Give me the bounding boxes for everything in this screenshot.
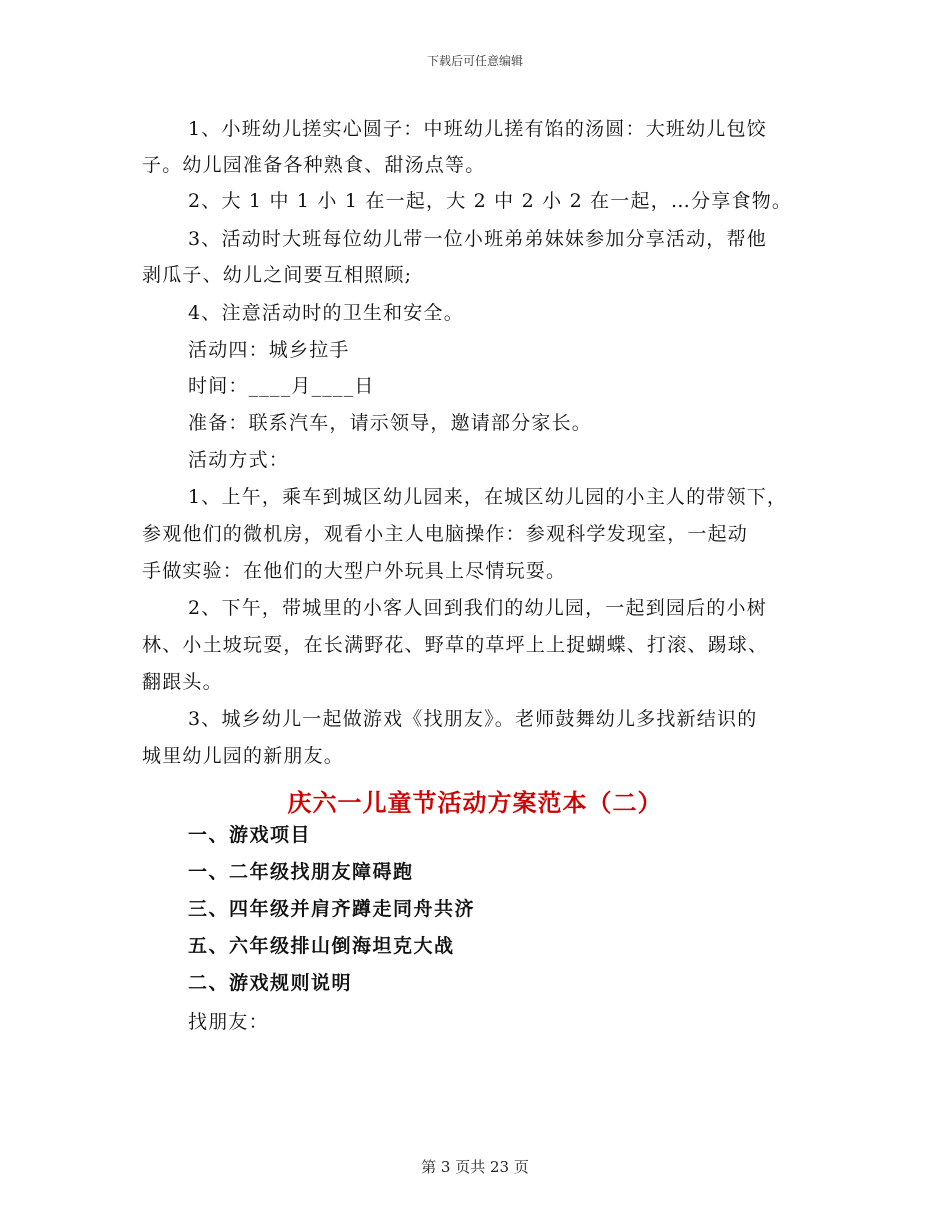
body-line-8: 时间：____月____日 xyxy=(188,375,375,397)
body-line-9: 准备：联系汽车，请示领导，邀请部分家长。 xyxy=(188,412,593,434)
body-line-11: 1、上午，乘车到城区幼儿园来，在城区幼儿园的小主人的带领下， xyxy=(188,486,788,508)
body-line-2: 子。幼儿园准备各种熟食、甜汤点等。 xyxy=(142,154,486,176)
body-line-1: 1、小班幼儿搓实心圆子：中班幼儿搓有馅的汤圆：大班幼儿包饺 xyxy=(188,118,767,140)
body-line-7: 活动四：城乡拉手 xyxy=(188,339,350,361)
section-title: 庆六一儿童节活动方案范本（二） xyxy=(287,789,663,817)
page-footer: 第 3 页共 23 页 xyxy=(421,1158,529,1176)
section-heading-1: 一、游戏项目 xyxy=(188,824,312,846)
body-line-15: 林、小土坡玩耍，在长满野花、野草的草坪上上捉蝴蝶、打滚、踢球、 xyxy=(142,634,769,656)
body-line-16: 翻跟头。 xyxy=(142,671,223,693)
section-heading-2: 一、二年级找朋友障碍跑 xyxy=(188,861,414,883)
section-line-6: 找朋友： xyxy=(188,1011,269,1033)
section-heading-3: 三、四年级并肩齐蹲走同舟共济 xyxy=(188,898,476,920)
body-line-13: 手做实验：在他们的大型户外玩具上尽情玩耍。 xyxy=(142,560,567,582)
body-line-5: 剥瓜子、幼儿之间要互相照顾; xyxy=(142,264,413,286)
body-line-18: 城里幼儿园的新朋友。 xyxy=(142,745,345,767)
body-line-12: 参观他们的微机房，观看小主人电脑操作：参观科学发现室，一起动 xyxy=(142,523,749,545)
body-line-3: 2、大 1 中 1 小 1 在一起，大 2 中 2 小 2 在一起，…分享食物。 xyxy=(188,190,793,212)
body-line-10: 活动方式： xyxy=(188,449,290,471)
body-line-6: 4、注意活动时的卫生和安全。 xyxy=(188,302,464,324)
body-line-14: 2、下午，带城里的小客人回到我们的幼儿园，一起到园后的小树 xyxy=(188,597,767,619)
page-header: 下载后可任意编辑 xyxy=(426,54,523,68)
section-heading-5: 二、游戏规则说明 xyxy=(188,972,353,994)
section-heading-4: 五、六年级排山倒海坦克大战 xyxy=(188,935,455,957)
body-line-17: 3、城乡幼儿一起做游戏《找朋友》。老师鼓舞幼儿多找新结识的 xyxy=(188,708,758,730)
body-line-4: 3、活动时大班每位幼儿带一位小班弟弟妹妹参加分享活动，帮他 xyxy=(188,228,767,250)
